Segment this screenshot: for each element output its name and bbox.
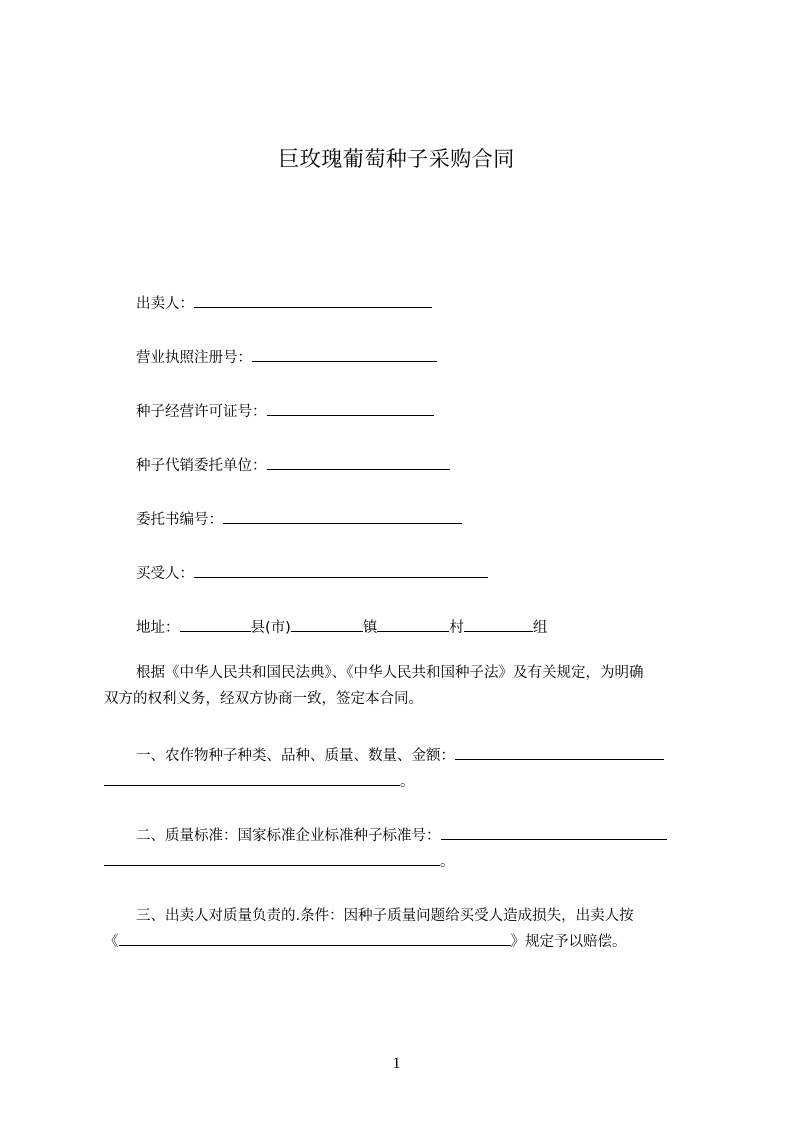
- county-label: 县(市): [250, 620, 291, 636]
- seller-field: [136, 292, 432, 314]
- clause-1-text: 一、农作物种子种类、品种、质量、数量、金额：: [136, 748, 455, 764]
- clause-3-line-2: [104, 929, 700, 955]
- seller-blank[interactable]: [194, 292, 432, 308]
- clause-3-blank[interactable]: [119, 930, 511, 946]
- buyer-blank[interactable]: [194, 562, 488, 578]
- village-blank[interactable]: [377, 616, 449, 632]
- preamble-line-2: 双方的权利义务，经双方协商一致，签定本合同。: [104, 691, 423, 707]
- clause-2: [104, 823, 700, 875]
- address-field: [136, 616, 547, 638]
- clause-2-blank-a[interactable]: [441, 824, 667, 840]
- clause-1-blank-b[interactable]: [104, 770, 400, 786]
- license-label: 营业执照注册号：: [136, 350, 252, 366]
- clause-3-open: 《: [104, 934, 119, 950]
- seed-permit-label: 种子经营许可证号：: [136, 404, 267, 420]
- clause-3-close: 》规定予以赔偿。: [510, 934, 627, 950]
- clause-1-blank-a[interactable]: [455, 744, 664, 760]
- village-label: 村: [449, 620, 464, 636]
- agent-unit-label: 种子代销委托单位：: [136, 458, 267, 474]
- clause-2-line-2: [104, 849, 700, 875]
- group-blank[interactable]: [464, 616, 533, 632]
- address-label: 地址：: [136, 620, 180, 636]
- seed-permit-field: [136, 400, 434, 422]
- clause-2-text: 二、质量标准：国家标准企业标准种子标准号：: [136, 828, 441, 844]
- clause-1-line-1: [104, 743, 700, 769]
- town-label: 镇: [362, 620, 378, 636]
- agent-unit-blank[interactable]: [267, 454, 450, 470]
- clause-1: [104, 743, 700, 795]
- county-blank[interactable]: [180, 616, 251, 632]
- clause-2-blank-b[interactable]: [104, 850, 440, 866]
- clause-1-line-2: [104, 769, 700, 795]
- clause-2-line-1: [104, 823, 700, 849]
- seller-label: 出卖人：: [136, 296, 194, 312]
- agent-unit-field: [136, 454, 450, 476]
- town-blank[interactable]: [291, 616, 363, 632]
- entrust-no-blank[interactable]: [223, 508, 462, 524]
- buyer-field: [136, 562, 488, 584]
- preamble-paragraph: [104, 660, 700, 712]
- license-field: [136, 346, 437, 368]
- entrust-no-field: [136, 508, 462, 530]
- buyer-label: 买受人：: [136, 566, 194, 582]
- clause-1-end: 。: [400, 774, 415, 790]
- seed-permit-blank[interactable]: [267, 400, 434, 416]
- preamble-line-1: 根据《中华人民共和国民法典》、《中华人民共和国种子法》及有关规定，为明确: [136, 665, 644, 681]
- document-title: 巨玫瑰葡萄种子采购合同: [278, 147, 515, 171]
- clause-3-line-1: 三、出卖人对质量负责的.条件：因种子质量问题给买受人造成损失，出卖人按: [136, 908, 634, 924]
- clause-3: [104, 903, 700, 955]
- page-number: 1: [392, 1055, 401, 1072]
- group-label: 组: [532, 620, 548, 636]
- entrust-no-label: 委托书编号：: [136, 512, 223, 528]
- license-blank[interactable]: [252, 346, 437, 362]
- clause-2-end: 。: [440, 854, 455, 870]
